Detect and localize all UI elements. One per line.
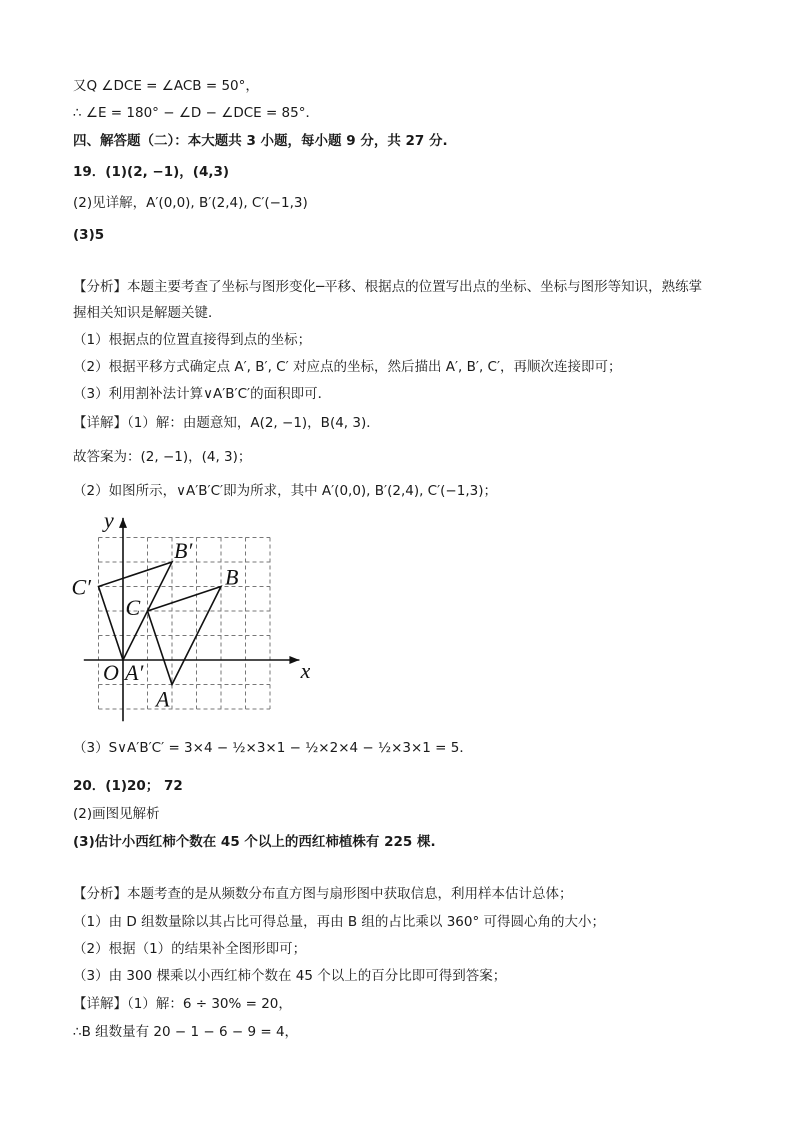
q19-step-1: （1）根据点的位置直接得到点的坐标；	[73, 332, 312, 348]
label-x: x	[300, 658, 310, 683]
line-2: ∴ ∠E = 180° − ∠D − ∠DCE = 85°．	[73, 105, 319, 121]
label-b: B	[225, 564, 239, 590]
q19-step-2: （2）根据平移方式确定点 A′, B′, C′ 对应点的坐标，然后描出 A′, B′, C′，再顺次连接即可；	[73, 359, 622, 375]
q20-answer-3: (3)估计小西红柿个数在 45 个以上的西红柿植株有 225 棵.	[73, 834, 436, 850]
y-axis-arrow	[119, 518, 127, 528]
label-b-prime: B′	[174, 538, 193, 563]
q19-analysis-2: 握相关知识是解题关键．	[73, 305, 222, 321]
q20-step-1: （1）由 D 组数量除以其占比可得总量，再由 B 组的占比乘以 360° 可得圆心角的大小；	[73, 914, 606, 930]
q19-analysis-1: 【分析】本题主要考查了坐标与图形变化─平移、根据点的位置写出点的坐标、坐标与图形等知识，熟练掌	[73, 279, 703, 295]
label-c: C	[125, 595, 141, 620]
q20-b-count: ∴B 组数量有 20 − 1 − 6 − 9 = 4，	[73, 1024, 299, 1040]
q19-answer-1: 19．(1)(2, −1)，(4,3)	[73, 164, 230, 180]
q20-detail: 【详解】（1）解：6 ÷ 30% = 20，	[73, 996, 292, 1012]
label-a: A	[156, 686, 170, 712]
q20-step-3: （3）由 300 棵乘以小西红柿个数在 45 个以上的百分比即可得到答案；	[73, 968, 507, 984]
label-o: O	[103, 660, 119, 685]
label-y: y	[104, 507, 114, 533]
label-a-prime: A′	[125, 660, 144, 685]
q19-answer-line: 故答案为：(2, −1)，(4, 3)；	[73, 449, 252, 465]
label-c-prime: C′	[71, 574, 91, 600]
q20-answer-1: 20．(1)20； 72	[73, 778, 183, 794]
coordinate-figure	[70, 505, 310, 725]
q20-step-2: （2）根据（1）的结果补全图形即可；	[73, 941, 307, 957]
x-axis-arrow	[289, 656, 299, 664]
q19-part-3: （3）S∨A′B′C′ = 3×4 − ½×3×1 − ½×2×4 − ½×3×1 = 5．	[73, 740, 473, 756]
q19-part-2: （2）如图所示，∨A′B′C′即为所求，其中 A′(0,0), B′(2,4), C′(−1,3)；	[73, 483, 497, 499]
q19-step-3: （3）利用割补法计算∨A′B′C′的面积即可．	[73, 386, 332, 402]
q19-answer-2: (2)见详解，A′(0,0), B′(2,4), C′(−1,3)	[73, 195, 308, 211]
q20-answer-2: (2)画图见解析	[73, 806, 160, 822]
section-four-heading: 四、解答题（二）：本大题共 3 小题，每小题 9 分，共 27 分.	[73, 133, 448, 149]
line-1: 又Q ∠DCE = ∠ACB = 50°，	[73, 78, 259, 94]
q19-detail: 【详解】（1）解：由题意知，A(2, −1)，B(4, 3)．	[73, 415, 380, 431]
q19-answer-3: (3)5	[73, 227, 105, 243]
q20-analysis: 【分析】本题考查的是从频数分布直方图与扇形图中获取信息，利用样本估计总体；	[73, 886, 573, 902]
